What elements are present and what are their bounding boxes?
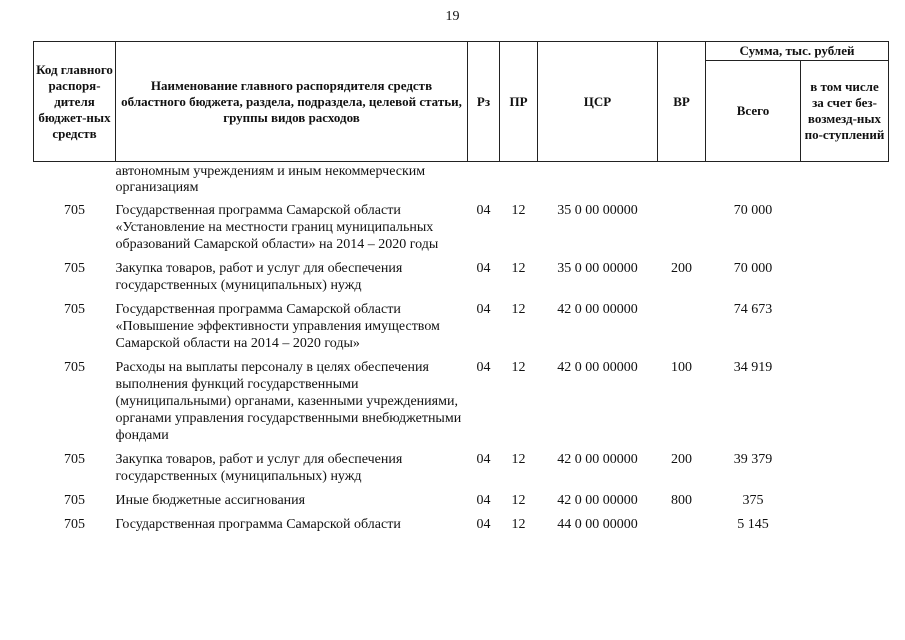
cell-code: 705 <box>64 360 85 375</box>
cell-csr: 44 0 00 00000 <box>557 517 638 532</box>
cell-code: 705 <box>64 203 85 218</box>
cell-own <box>801 202 889 260</box>
cell-rz: 04 <box>476 360 491 375</box>
cell-own <box>801 492 889 516</box>
cell-rz: 04 <box>476 261 491 276</box>
header-total: Всего <box>706 61 801 162</box>
cell-pr: 12 <box>511 452 526 467</box>
cell-csr: 42 0 00 00000 <box>557 452 638 467</box>
cell-total: 74 673 <box>733 302 773 317</box>
cell-code: 705 <box>64 261 85 276</box>
table-row <box>34 301 889 359</box>
table-row <box>34 492 889 516</box>
cell-name: Государственная программа Самарской области «Установление на местности границ муниципальных образований Самарской области» на 2014 – 2020 годы <box>115 203 439 252</box>
cell-vr <box>658 301 706 359</box>
cell-vr <box>658 202 706 260</box>
cell-pr: 12 <box>511 493 526 508</box>
page-number: 19 <box>445 9 460 24</box>
cell-own <box>801 516 889 540</box>
cell-code: 705 <box>64 493 85 508</box>
cell-total: 70 000 <box>733 203 773 218</box>
cell-pr: 12 <box>511 517 526 532</box>
table-row <box>34 451 889 492</box>
cell-total: 5 145 <box>737 517 769 532</box>
cell-name: Иные бюджетные ассигнования <box>115 493 306 508</box>
cell-rz: 04 <box>476 493 491 508</box>
header-sum: Сумма, тыс. рублей <box>706 42 889 61</box>
cell-csr: 42 0 00 00000 <box>557 493 638 508</box>
cell-pr: 12 <box>511 360 526 375</box>
header-name: Наименование главного распорядителя средств областного бюджета, раздела, подраздела, целевой статьи, группы видов расходов <box>116 42 468 162</box>
cell-vr: 200 <box>671 261 692 276</box>
header-csr: ЦСР <box>538 42 658 162</box>
cell-pr: 12 <box>511 261 526 276</box>
continuation-name: автономным учреждениям и иным некоммерческим организациям <box>115 164 426 195</box>
table-row <box>34 202 889 260</box>
cell-own <box>801 451 889 492</box>
cell-csr: 42 0 00 00000 <box>557 302 638 317</box>
cell-pr: 12 <box>511 302 526 317</box>
table-row <box>34 516 889 540</box>
cell-own <box>801 260 889 301</box>
cell-total: 70 000 <box>733 261 773 276</box>
header-pr: ПР <box>500 42 538 162</box>
header-rz: Рз <box>468 42 500 162</box>
continuation-row <box>34 162 889 203</box>
header-vr: ВР <box>658 42 706 162</box>
cell-pr: 12 <box>511 203 526 218</box>
cell-name: Закупка товаров, работ и услуг для обеспечения государственных (муниципальных) нужд <box>115 261 403 293</box>
cell-rz: 04 <box>476 203 491 218</box>
cell-name: Расходы на выплаты персоналу в целях обеспечения выполнения функций государственными (муниципальными) органами, казенными учреждениями, органами управления государственными внебюджетными фондами <box>115 360 462 443</box>
cell-code: 705 <box>64 452 85 467</box>
cell-csr: 42 0 00 00000 <box>557 360 638 375</box>
cell-code: 705 <box>64 302 85 317</box>
cell-name: Закупка товаров, работ и услуг для обеспечения государственных (муниципальных) нужд <box>115 452 403 484</box>
cell-total: 34 919 <box>733 360 773 375</box>
cell-total: 39 379 <box>733 452 773 467</box>
table-row <box>34 260 889 301</box>
cell-total: 375 <box>742 493 764 508</box>
cell-rz: 04 <box>476 517 491 532</box>
cell-csr: 35 0 00 00000 <box>557 203 638 218</box>
cell-name: Государственная программа Самарской области <box>115 517 401 532</box>
cell-vr: 100 <box>671 360 692 375</box>
cell-name: Государственная программа Самарской области «Повышение эффективности управления имуществом Самарской области на 2014 – 2020 годы» <box>115 302 440 351</box>
table-row <box>34 359 889 451</box>
cell-vr <box>658 516 706 540</box>
header-own: в том числе за счет без-возмезд-ных по-ступлений <box>801 61 889 162</box>
cell-rz: 04 <box>476 302 491 317</box>
cell-csr: 35 0 00 00000 <box>557 261 638 276</box>
cell-rz: 04 <box>476 452 491 467</box>
header-code: Код главного распоря-дителя бюджет-ных средств <box>34 42 116 162</box>
cell-vr: 800 <box>671 493 692 508</box>
cell-vr: 200 <box>671 452 692 467</box>
budget-table <box>33 41 889 540</box>
cell-own <box>801 301 889 359</box>
cell-own <box>801 359 889 451</box>
cell-code: 705 <box>64 517 85 532</box>
